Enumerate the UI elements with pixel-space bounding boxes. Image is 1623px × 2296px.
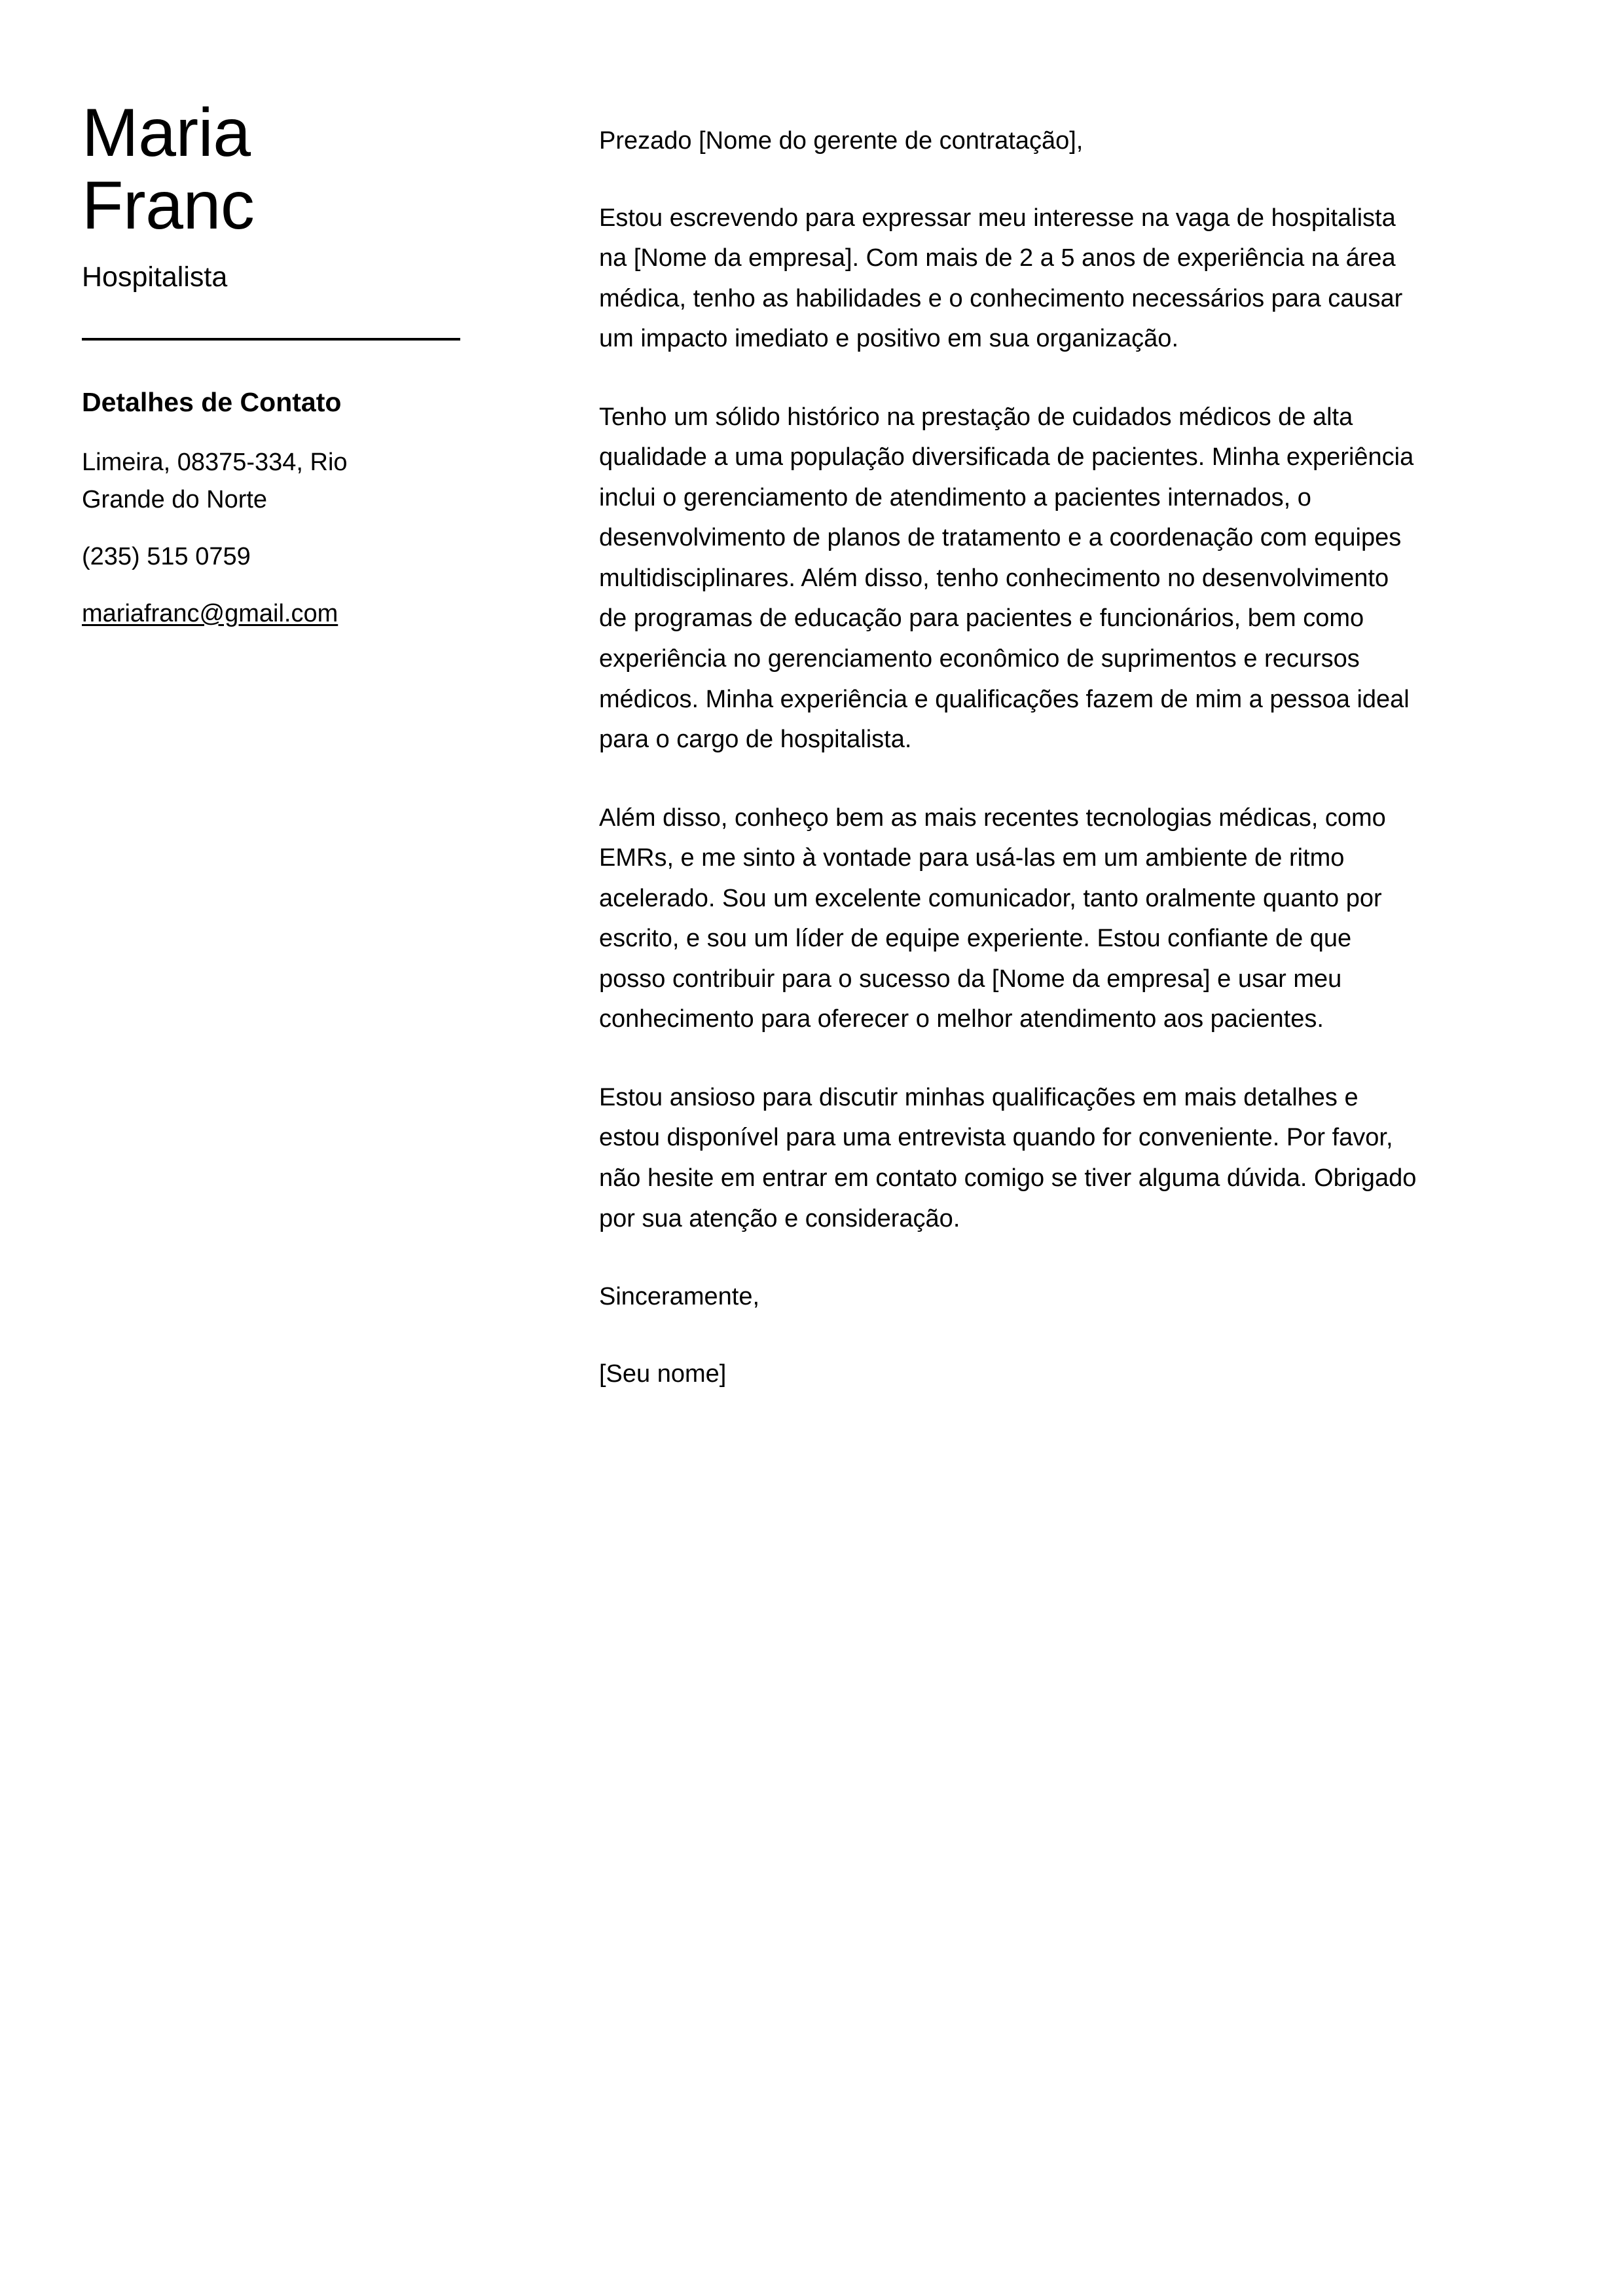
applicant-name [82, 97, 589, 243]
letter-salutation: Prezado [Nome do gerente de contratação], [599, 127, 1084, 155]
letter-body [589, 0, 1539, 1394]
contact-phone: (235) 515 0759 [82, 542, 251, 570]
letter-paragraph: Estou escrevendo para expressar meu interesse na vaga de hospitalista na [Nome da empresa]. Com mais de 2 a 5 anos de experiência na área médica, tenho as habilidades e o conhecimento necessários para causar um impacto imediato e positivo em sua organização. [599, 204, 1403, 353]
applicant-last-name: Franc [82, 168, 255, 244]
letter-signature: [Seu nome] [599, 1360, 727, 1388]
contact-details-heading: Detalhes de Contato [82, 387, 342, 418]
contact-address: Limeira, 08375-334, Rio Grande do Norte [82, 448, 348, 513]
letter-paragraph: Estou ansioso para discutir minhas qualificações em mais detalhes e estou disponível para uma entrevista quando for conveniente. Por favor, não hesite em entrar em contato comigo se tiver alguma dúvida. Obrigado por sua atenção e consideração. [599, 1083, 1417, 1232]
contact-email-item [82, 595, 416, 633]
applicant-job-title: Hospitalista [82, 261, 228, 293]
letter-paragraph: Tenho um sólido histórico na prestação de cuidados médicos de alta qualidade a uma população diversificada de pacientes. Minha experiência inclui o gerenciamento de atendimento a pacientes internados, o desenvolvimento de planos de tratamento e a coordenação com equipes multidisciplinares. Além disso, tenho conhecimento no desenvolvimento de programas de educação para pacientes e funcionários, bem como experiência no gerenciamento econômico de suprimentos e recursos médicos. Minha experiência e qualificações fazem de mim a pessoa ideal para o cargo de hospitalista. [599, 403, 1414, 754]
letter-signoff: Sinceramente, [599, 1283, 760, 1311]
contact-details-list [82, 444, 589, 633]
sidebar [0, 0, 589, 633]
section-divider [82, 338, 460, 341]
applicant-first-name: Maria [82, 95, 251, 171]
contact-email-link[interactable]: mariafranc@gmail.com [82, 599, 338, 627]
letter-paragraph: Além disso, conheço bem as mais recentes tecnologias médicas, como EMRs, e me sinto à vontade para usá-las em um ambiente de ritmo acelerado. Sou um excelente comunicador, tanto oralmente quanto por escrito, e sou um líder de equipe experiente. Estou confiante de que posso contribuir para o sucesso da [Nome da empresa] e usar meu conhecimento para oferecer o melhor atendimento aos pacientes. [599, 804, 1386, 1033]
